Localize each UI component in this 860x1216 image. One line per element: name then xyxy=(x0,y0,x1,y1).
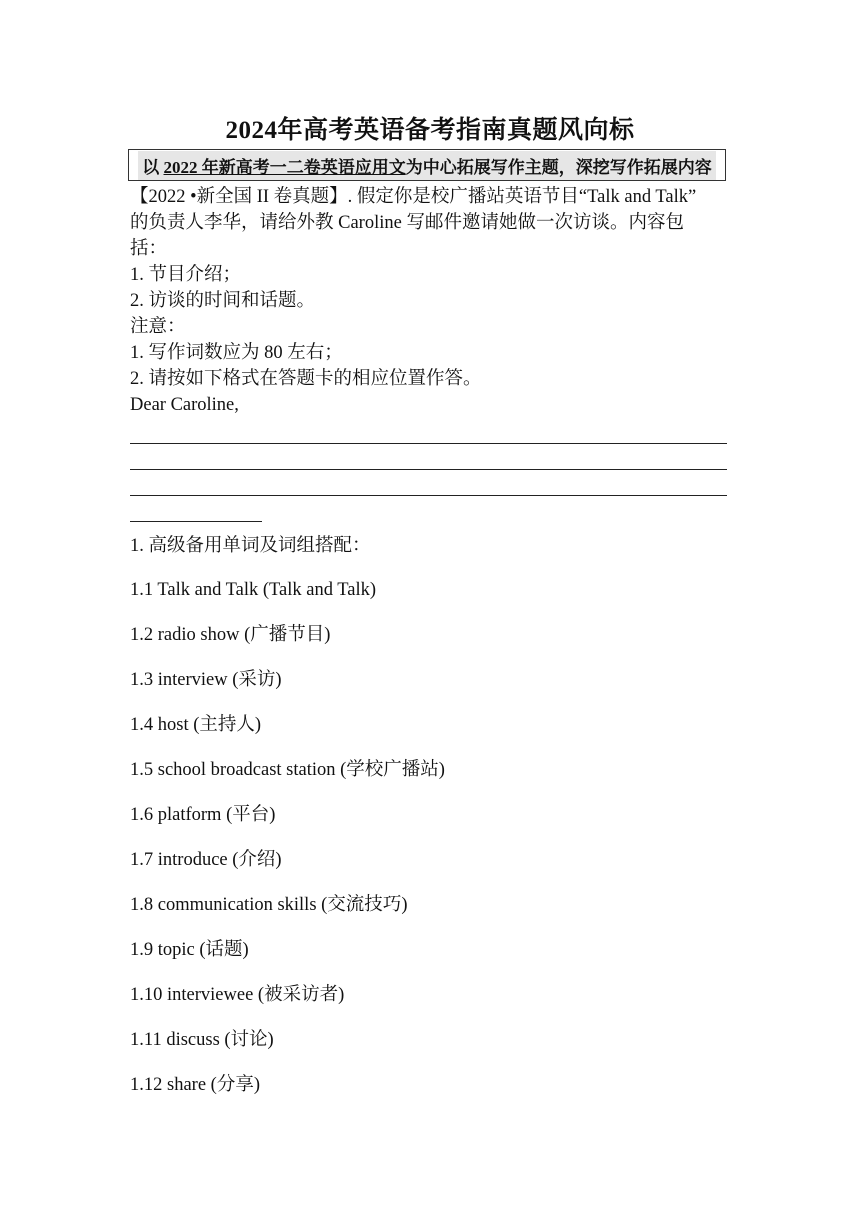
answer-blank-line xyxy=(130,496,262,522)
answer-blank-line xyxy=(130,418,727,444)
vocab-item: 1.5 school broadcast station (学校广播站) xyxy=(130,760,445,780)
subtitle-prefix: 以 xyxy=(142,157,164,177)
salutation: Dear Caroline, xyxy=(130,395,239,415)
prompt-line: 的负责人李华，请给外教 Caroline 写邮件邀请她做一次访谈。内容包 xyxy=(130,213,684,233)
prompt-line: 1. 节目介绍； xyxy=(130,265,242,285)
vocab-item: 1.1 Talk and Talk (Talk and Talk) xyxy=(130,580,377,600)
prompt-line: 2. 访谈的时间和话题。 xyxy=(130,291,316,311)
vocab-heading: 1. 高级备用单词及词组搭配： xyxy=(130,536,371,556)
vocab-item: 1.2 radio show (广播节目) xyxy=(130,625,331,645)
subtitle-underlined: 2022 年新高考一二卷英语应用文 xyxy=(163,157,406,177)
answer-blank-line xyxy=(130,444,727,470)
prompt-line: 2. 请按如下格式在答题卡的相应位置作答。 xyxy=(130,369,482,389)
vocab-item: 1.8 communication skills (交流技巧) xyxy=(130,895,408,915)
vocab-item: 1.9 topic (话题) xyxy=(130,940,249,960)
vocab-section xyxy=(130,532,730,1095)
vocab-item: 1.10 interviewee (被采访者) xyxy=(130,985,345,1005)
vocab-item: 1.11 discuss (讨论) xyxy=(130,1030,274,1050)
vocab-item: 1.7 introduce (介绍) xyxy=(130,850,282,870)
writing-prompt xyxy=(130,184,735,522)
prompt-line: 【2022 •新全国 II 卷真题】. 假定你是校广播站英语节目“Talk and Talk” xyxy=(130,187,697,207)
prompt-line: 1. 写作词数应为 80 左右； xyxy=(130,343,343,363)
subtitle-suffix: 为中心拓展写作主题，深挖写作拓展内容 xyxy=(405,157,712,177)
prompt-line: 括： xyxy=(130,239,168,259)
page-title: 2024年高考英语备考指南真题风向标 xyxy=(225,117,635,144)
vocab-item: 1.4 host (主持人) xyxy=(130,715,262,735)
prompt-line: 注意： xyxy=(130,317,186,337)
subtitle xyxy=(138,151,716,180)
vocab-item: 1.12 share (分享) xyxy=(130,1075,260,1095)
vocab-item: 1.3 interview (采访) xyxy=(130,670,282,690)
subtitle-box xyxy=(128,149,726,181)
vocab-item: 1.6 platform (平台) xyxy=(130,805,276,825)
answer-blank-line xyxy=(130,470,727,496)
